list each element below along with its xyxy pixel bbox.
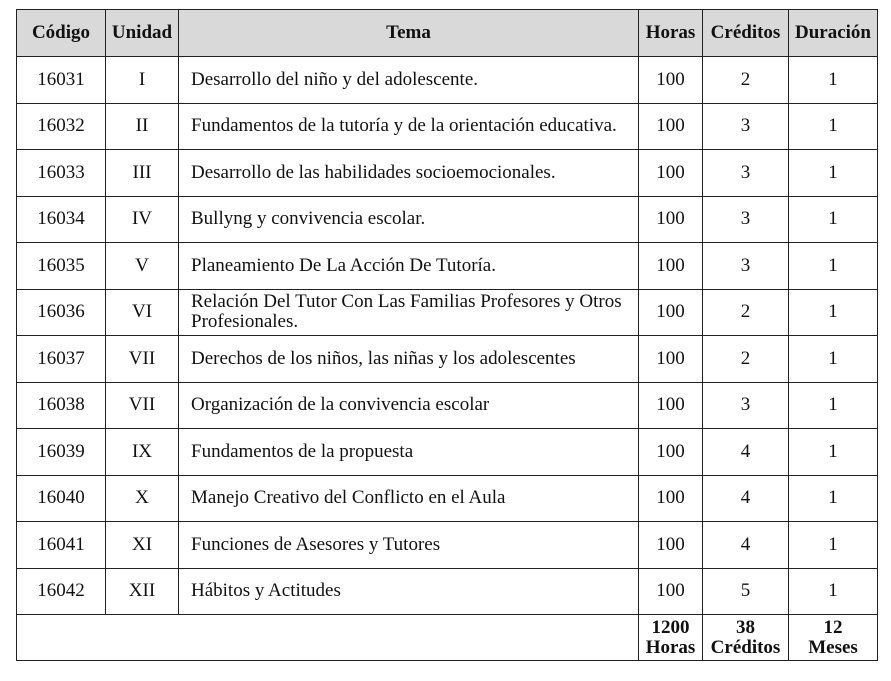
cell-horas: 100	[639, 522, 703, 569]
total-horas	[639, 615, 703, 661]
table-row	[17, 289, 878, 336]
header-duracion: Duración	[789, 10, 878, 57]
total-duracion-value: 12	[823, 616, 843, 638]
cell-horas: 100	[639, 103, 703, 150]
cell-horas: 100	[639, 196, 703, 243]
table-row	[17, 429, 878, 476]
total-duracion-unit: Meses	[808, 636, 858, 658]
total-horas-unit: Horas	[645, 636, 696, 658]
cell-horas: 100	[639, 150, 703, 197]
table-footer	[17, 615, 878, 661]
cell-unidad: II	[106, 103, 179, 150]
cell-horas: 100	[639, 568, 703, 615]
table-row	[17, 568, 878, 615]
cell-duracion: 1	[789, 475, 878, 522]
table-row	[17, 243, 878, 290]
totals-row	[17, 615, 878, 661]
cell-codigo: 16039	[17, 429, 106, 476]
cell-unidad: IV	[106, 196, 179, 243]
cell-unidad: I	[106, 57, 179, 104]
cell-unidad: XII	[106, 568, 179, 615]
cell-tema: Relación Del Tutor Con Las Familias Profesores y Otros Profesionales.	[179, 289, 639, 336]
table-header	[17, 10, 878, 57]
cell-codigo: 16033	[17, 150, 106, 197]
cell-creditos: 4	[703, 522, 789, 569]
cell-codigo: 16032	[17, 103, 106, 150]
cell-tema: Derechos de los niños, las niñas y los adolescentes	[179, 336, 639, 383]
cell-creditos: 3	[703, 103, 789, 150]
cell-codigo: 16038	[17, 382, 106, 429]
cell-codigo: 16035	[17, 243, 106, 290]
course-table	[16, 9, 878, 661]
table-body	[17, 57, 878, 615]
cell-horas: 100	[639, 382, 703, 429]
cell-creditos: 2	[703, 57, 789, 104]
table-row	[17, 103, 878, 150]
cell-horas: 100	[639, 336, 703, 383]
table-row	[17, 336, 878, 383]
total-creditos-unit: Créditos	[710, 636, 781, 658]
cell-tema: Bullyng y convivencia escolar.	[179, 196, 639, 243]
cell-unidad: IX	[106, 429, 179, 476]
cell-creditos: 3	[703, 196, 789, 243]
cell-unidad: VII	[106, 336, 179, 383]
cell-tema: Funciones de Asesores y Tutores	[179, 522, 639, 569]
cell-horas: 100	[639, 429, 703, 476]
header-creditos: Créditos	[703, 10, 789, 57]
table-row	[17, 475, 878, 522]
cell-tema: Planeamiento De La Acción De Tutoría.	[179, 243, 639, 290]
cell-tema: Desarrollo de las habilidades socioemocionales.	[179, 150, 639, 197]
cell-unidad: VI	[106, 289, 179, 336]
cell-creditos: 4	[703, 429, 789, 476]
cell-codigo: 16040	[17, 475, 106, 522]
cell-creditos: 2	[703, 289, 789, 336]
cell-duracion: 1	[789, 289, 878, 336]
total-creditos	[703, 615, 789, 661]
table-row	[17, 150, 878, 197]
cell-tema: Fundamentos de la propuesta	[179, 429, 639, 476]
cell-duracion: 1	[789, 382, 878, 429]
cell-unidad: XI	[106, 522, 179, 569]
cell-horas: 100	[639, 57, 703, 104]
cell-duracion: 1	[789, 429, 878, 476]
cell-duracion: 1	[789, 196, 878, 243]
cell-creditos: 4	[703, 475, 789, 522]
total-creditos-value: 38	[736, 616, 755, 638]
cell-tema: Manejo Creativo del Conflicto en el Aula	[179, 475, 639, 522]
cell-duracion: 1	[789, 336, 878, 383]
cell-unidad: X	[106, 475, 179, 522]
cell-creditos: 3	[703, 243, 789, 290]
cell-codigo: 16031	[17, 57, 106, 104]
cell-unidad: V	[106, 243, 179, 290]
table-row	[17, 196, 878, 243]
total-horas-value: 1200	[651, 616, 690, 638]
cell-tema: Desarrollo del niño y del adolescente.	[179, 57, 639, 104]
cell-creditos: 3	[703, 382, 789, 429]
table-row	[17, 522, 878, 569]
cell-creditos: 3	[703, 150, 789, 197]
cell-creditos: 2	[703, 336, 789, 383]
cell-horas: 100	[639, 475, 703, 522]
table-row	[17, 382, 878, 429]
cell-horas: 100	[639, 289, 703, 336]
header-horas: Horas	[639, 10, 703, 57]
cell-duracion: 1	[789, 522, 878, 569]
header-row	[17, 10, 878, 57]
header-tema: Tema	[179, 10, 639, 57]
cell-creditos: 5	[703, 568, 789, 615]
cell-tema: Organización de la convivencia escolar	[179, 382, 639, 429]
cell-horas: 100	[639, 243, 703, 290]
cell-tema: Fundamentos de la tutoría y de la orientación educativa.	[179, 103, 639, 150]
header-codigo: Código	[17, 10, 106, 57]
cell-duracion: 1	[789, 57, 878, 104]
cell-tema: Hábitos y Actitudes	[179, 568, 639, 615]
cell-duracion: 1	[789, 568, 878, 615]
cell-unidad: III	[106, 150, 179, 197]
cell-duracion: 1	[789, 243, 878, 290]
table-row	[17, 57, 878, 104]
cell-duracion: 1	[789, 103, 878, 150]
totals-spacer	[17, 615, 639, 661]
cell-codigo: 16037	[17, 336, 106, 383]
total-duracion	[789, 615, 878, 661]
cell-duracion: 1	[789, 150, 878, 197]
cell-codigo: 16034	[17, 196, 106, 243]
header-unidad: Unidad	[106, 10, 179, 57]
cell-codigo: 16042	[17, 568, 106, 615]
cell-codigo: 16036	[17, 289, 106, 336]
cell-unidad: VII	[106, 382, 179, 429]
cell-codigo: 16041	[17, 522, 106, 569]
